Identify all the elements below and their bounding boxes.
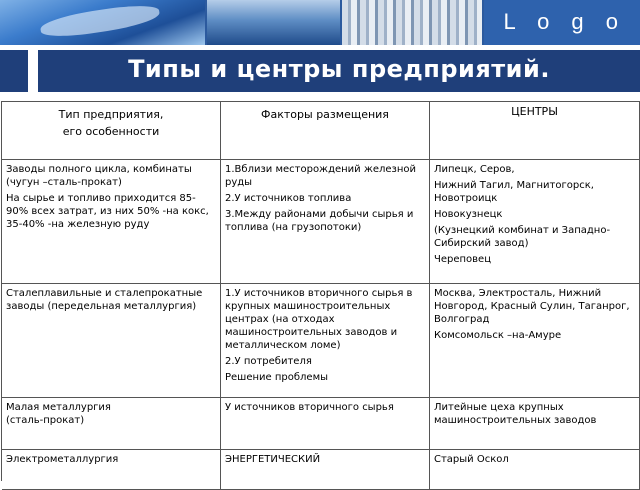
cell-text: 3.Между районами добычи сырья и топлива (на грузопотоки) — [225, 209, 414, 233]
cell-text: 2.У потребителя — [225, 356, 312, 367]
cell-text: На сырье и топливо приходится 85-90% всех затрат, из них 50% -на кокс, 35-40% -на железную руду — [6, 193, 209, 230]
cell-text: Заводы полного цикла, комбинаты (чугун –сталь-прокат) — [6, 164, 192, 188]
cell-text: Малая металлургия — [6, 402, 111, 413]
table-cell-centers — [430, 160, 640, 284]
header-centers-cell — [430, 102, 640, 160]
cell-text: Липецк, Серов, — [434, 164, 515, 175]
header-type-line2: его особенности — [62, 125, 160, 138]
cell-text: Нижний Тагил, Магнитогорск, Новотроицк — [434, 180, 594, 204]
table-cell-factors — [221, 398, 430, 450]
page-title: Типы и центры предприятий. — [128, 55, 550, 83]
cell-text: 1.Вблизи месторождений железной руды — [225, 164, 417, 188]
header-photo-columns — [342, 0, 482, 45]
header-centers: ЦЕНТРЫ — [511, 105, 558, 118]
header-photo-hand — [0, 0, 205, 45]
header-type-cell — [2, 102, 221, 160]
cell-text: Москва, Электросталь, Нижний Новгород, Красный Сулин, Таганрог, Волгоград — [434, 288, 630, 325]
cell-text: Решение проблемы — [225, 372, 329, 383]
cell-text: 2.У источников топлива — [225, 193, 352, 204]
table-cell-centers — [430, 398, 640, 450]
cell-text: (Кузнецкий комбинат и Западно-Сибирский завод) — [434, 225, 611, 249]
cell-text: Старый Оскол — [434, 454, 509, 465]
table-cell-type — [2, 398, 221, 450]
table-cell-factors — [221, 450, 430, 490]
enterprise-table — [1, 101, 640, 481]
table-cell-type — [2, 284, 221, 398]
table-cell-centers — [430, 450, 640, 490]
cell-text: (сталь-прокат) — [6, 415, 85, 426]
header-type-line1: Тип предприятия, — [58, 108, 164, 121]
cell-text: Череповец — [434, 254, 492, 265]
cell-text: ЭНЕРГЕТИЧЕСКИЙ — [225, 454, 321, 465]
cell-text: 1.У источников вторичного сырья в крупных машиностроительных центрах (на отходах машиностроительных заводов и металлическом ломе) — [225, 288, 413, 351]
title-bar-left — [0, 50, 28, 92]
header-factors-cell — [221, 102, 430, 160]
table-cell-centers — [430, 284, 640, 398]
header-factors: Факторы размещения — [261, 108, 389, 121]
cell-text: У источников вторичного сырья — [225, 402, 394, 413]
logo-box — [484, 0, 640, 45]
table-cell-factors — [221, 284, 430, 398]
cell-text: Сталеплавильные и сталепрокатные заводы (передельная металлургия) — [6, 288, 203, 312]
table-cell-type — [2, 160, 221, 284]
cell-text: Литейные цеха крупных машиностроительных заводов — [434, 402, 597, 426]
cell-text: Электрометаллургия — [6, 454, 119, 465]
header-photo-building — [207, 0, 340, 45]
cell-text: Новокузнецк — [434, 209, 503, 220]
logo-text: L o g o — [503, 9, 626, 34]
table-cell-type — [2, 450, 221, 490]
cell-text: Комсомольск –на-Амуре — [434, 330, 562, 341]
table-cell-factors — [221, 160, 430, 284]
